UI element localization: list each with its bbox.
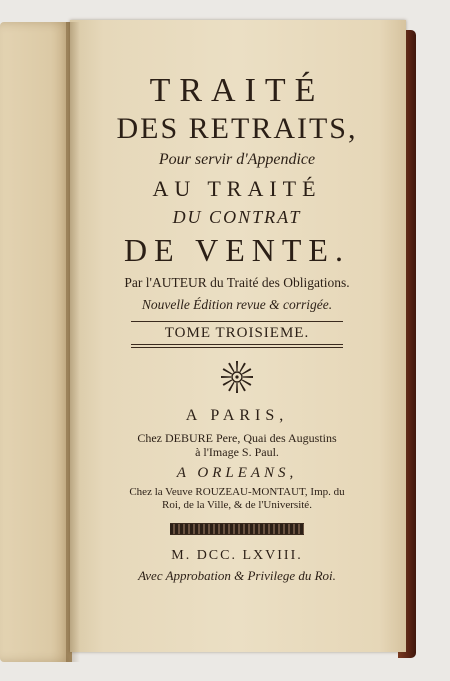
title-line-traite: TRAITÉ <box>149 72 325 109</box>
publication-year: M. DCC. LXVIII. <box>171 548 303 563</box>
privilege-line: Avec Approbation & Privilege du Roi. <box>138 568 336 583</box>
title-line-de-vente: DE VENTE. <box>124 232 350 268</box>
publisher-paris-line2: à l'Image S. Paul. <box>195 445 279 459</box>
volume-label: TOME TROISIEME. <box>164 325 310 341</box>
city-orleans: A ORLEANS, <box>176 465 298 481</box>
title-line-au-traite: AU TRAITÉ <box>152 176 322 201</box>
title-line-du-contrat: DU CONTRAT <box>172 207 302 227</box>
sun-ornament-icon <box>220 360 254 394</box>
publisher-orleans-line2: Roi, de la Ville, & de l'Université. <box>162 499 312 511</box>
title-line-des-retraits: DES RETRAITS, <box>116 112 358 145</box>
rule-below-volume <box>131 344 343 348</box>
rule-above-volume <box>131 321 343 322</box>
publisher-paris-line1: Chez DEBURE Pere, Quai des Augustins <box>137 431 337 445</box>
ornamental-rule <box>170 523 304 535</box>
city-paris: A PARIS, <box>185 407 289 424</box>
author-line: Par l'AUTEUR du Traité des Obligations. <box>124 275 350 290</box>
publisher-orleans-line1: Chez la Veuve ROUZEAU-MONTAUT, Imp. du <box>129 486 345 498</box>
title-page-text <box>78 70 396 582</box>
left-page <box>0 22 72 662</box>
edition-line: Nouvelle Édition revue & corrigée. <box>141 296 333 312</box>
subtitle-appendice: Pour servir d'Appendice <box>158 151 316 168</box>
